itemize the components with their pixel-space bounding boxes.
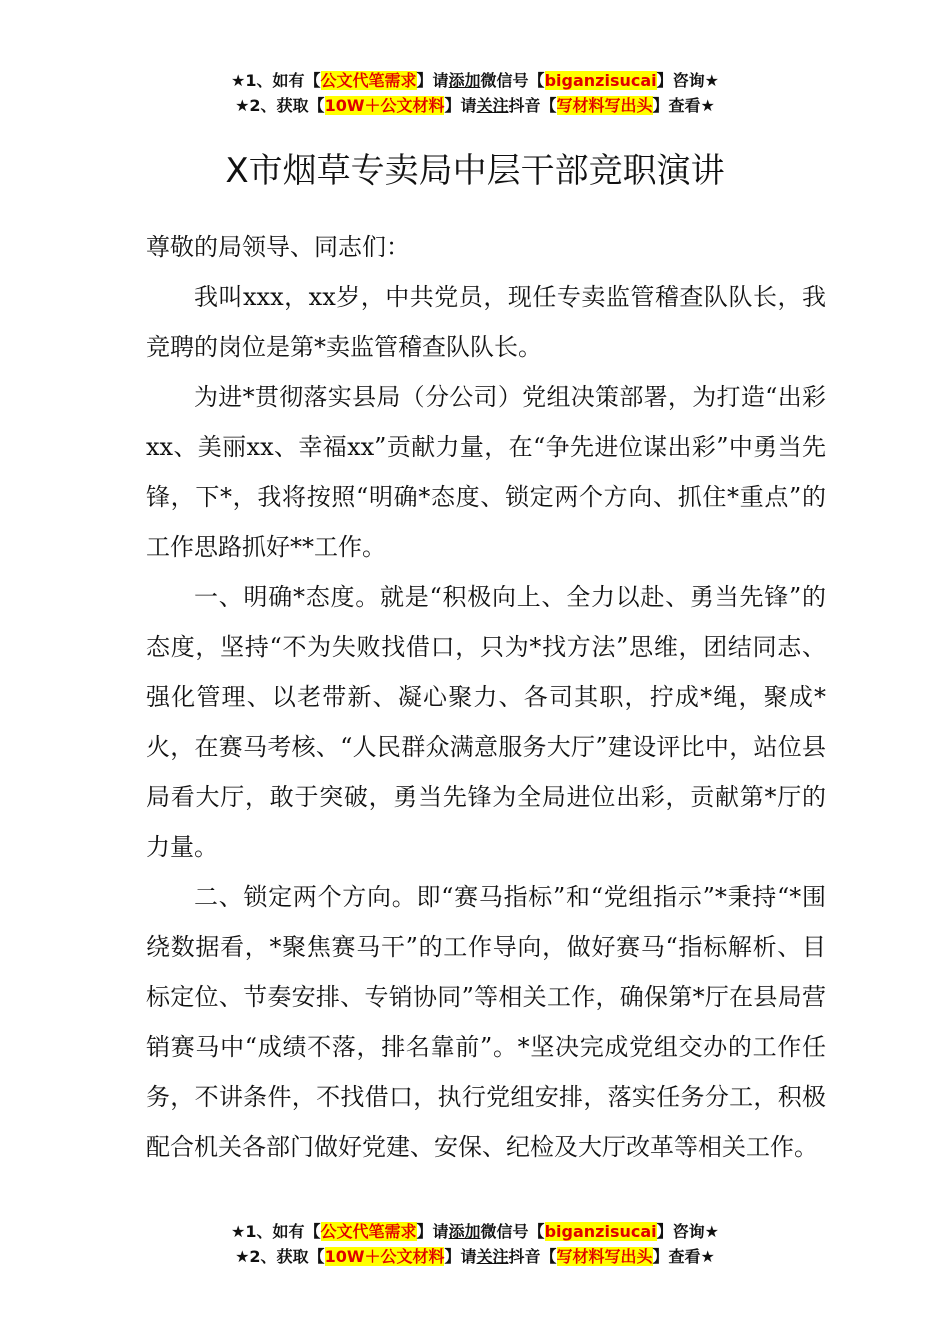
ad-highlight-wechat-id: biganzisucai [544, 1222, 657, 1241]
ad-highlight-wechat-id: biganzisucai [544, 71, 657, 90]
ad-underline-add: 添加 [448, 71, 481, 90]
ad-text: 抖音【 [508, 1247, 557, 1266]
ad-line-1 [0, 1219, 950, 1244]
paragraph-introduction: 我叫xxx，xx岁，中共党员，现任专卖监管稽查队队长，我竞聘的岗位是第*卖监管稽查队队长。 [146, 283, 826, 361]
ad-line-1 [0, 68, 950, 93]
ad-text: ★1、如有【 [231, 1222, 321, 1241]
ad-text: 】咨询★ [656, 1222, 719, 1241]
ad-text: 微信号【 [480, 1222, 545, 1241]
ad-text: 】请 [416, 71, 449, 90]
ad-text: 抖音【 [508, 96, 557, 115]
document-body [146, 222, 826, 1172]
ad-text: 】请 [416, 1222, 449, 1241]
salutation: 尊敬的局领导、同志们： [146, 233, 410, 261]
ad-highlight-materials: 10W＋公文材料 [324, 96, 445, 115]
ad-highlight-materials: 10W＋公文材料 [324, 1247, 445, 1266]
paragraph-point-two: 二、锁定两个方向。即“赛马指标”和“党组指示”*秉持“*围绕数据看，*聚焦赛马干”的工作导向，做好赛马“指标解析、目标定位、节奏安排、专销协同”等相关工作，确保第*厅在县局营销赛马中“成绩不落，排名靠前”。*坚决完成党组交办的工作任务，不讲条件，不找借口，执行党组安排，落实任务分工，积极配合机关各部门做好党建、安保、纪检及大厅改革等相关工作。 [146, 883, 826, 1161]
ad-highlight-writing-service: 公文代笔需求 [320, 1222, 417, 1241]
ad-line-2 [0, 93, 950, 118]
header-ad-banner [0, 68, 950, 118]
ad-text: ★1、如有【 [231, 71, 321, 90]
ad-highlight-douyin-account: 写材料写出头 [556, 96, 653, 115]
ad-text: 】请 [444, 96, 477, 115]
ad-text: 微信号【 [480, 71, 545, 90]
document-title: X市烟草专卖局中层干部竞职演讲 [225, 150, 725, 191]
ad-underline-add: 添加 [448, 1222, 481, 1241]
ad-underline-follow: 关注 [476, 1247, 509, 1266]
ad-text: 】请 [444, 1247, 477, 1266]
paragraph-point-one: 一、明确*态度。就是“积极向上、全力以赴、勇当先锋”的态度，坚持“不为失败找借口，只为*找方法”思维，团结同志、强化管理、以老带新、凝心聚力、各司其职，拧成*绳，聚成*火，在赛马考核、“人民群众满意服务大厅”建设评比中，站位县局看大厅，敢于突破，勇当先锋为全局进位出彩，贡献第*厅的力量。 [146, 583, 826, 861]
paragraph-work-plan: 为进*贯彻落实县局（分公司）党组决策部署，为打造“出彩xx、美丽xx、幸福xx”贡献力量，在“争先进位谋出彩”中勇当先锋，下*，我将按照“明确*态度、锁定两个方向、抓住*重点”的工作思路抓好**工作。 [146, 383, 826, 561]
ad-line-2 [0, 1244, 950, 1269]
ad-text: 】查看★ [652, 96, 715, 115]
ad-text: 】查看★ [652, 1247, 715, 1266]
footer-ad-banner [0, 1219, 950, 1269]
ad-text: ★2、获取【 [235, 96, 325, 115]
ad-highlight-douyin-account: 写材料写出头 [556, 1247, 653, 1266]
ad-highlight-writing-service: 公文代笔需求 [320, 71, 417, 90]
ad-text: ★2、获取【 [235, 1247, 325, 1266]
ad-text: 】咨询★ [656, 71, 719, 90]
ad-underline-follow: 关注 [476, 96, 509, 115]
